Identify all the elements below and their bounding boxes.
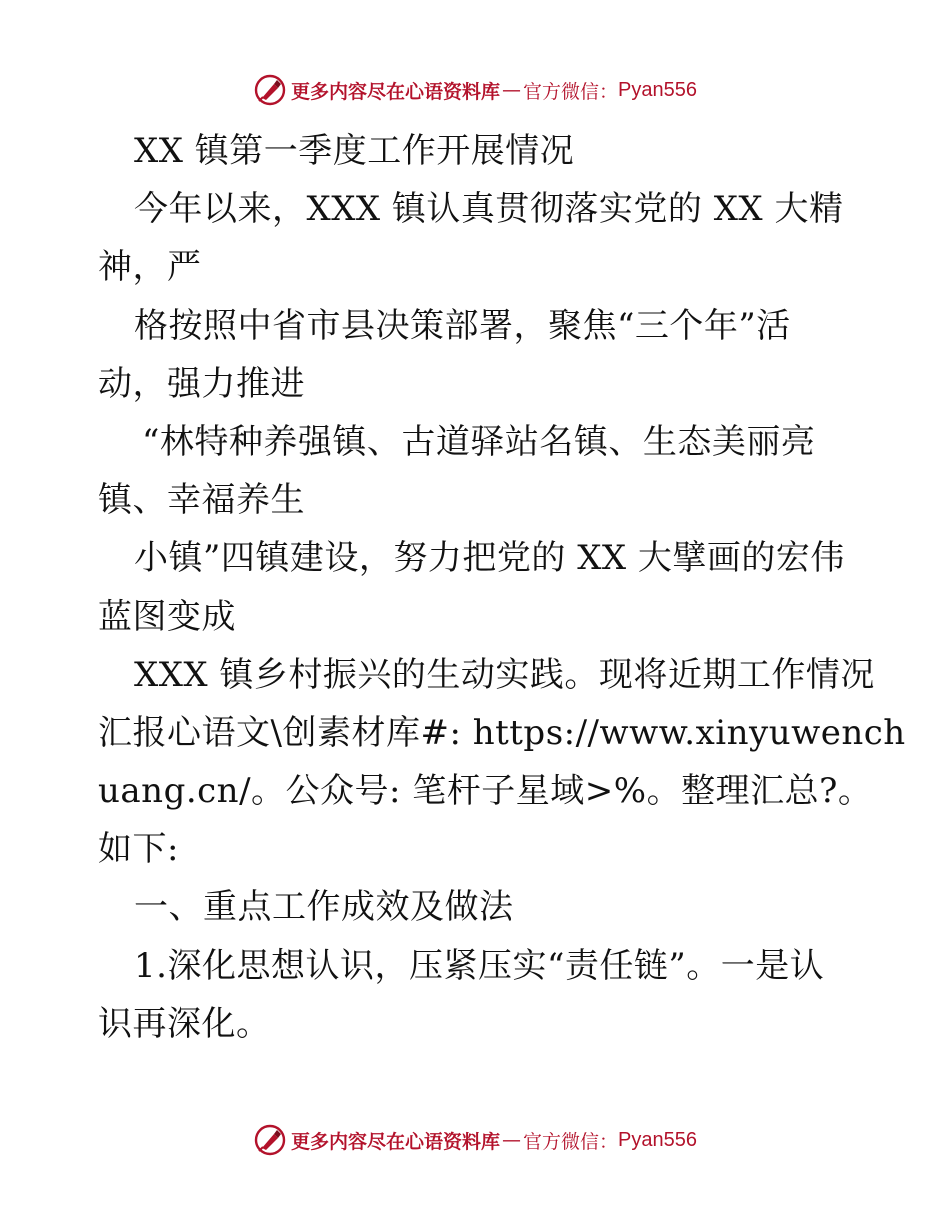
footer-watermark <box>0 1120 950 1160</box>
paragraph-line: 小镇”四镇建设，努力把党的 XX 大擘画的宏伟 <box>134 538 845 579</box>
watermark-dash: — <box>502 79 522 101</box>
paragraph-line: 蓝图变成 <box>98 596 236 637</box>
paragraph-line: 格按照中省市县决策部署，聚焦“三个年”活 <box>134 305 791 346</box>
pen-logo-icon <box>253 73 287 107</box>
paragraph-line: 1.深化思想认识，压紧压实“责任链”。一是认 <box>134 945 825 986</box>
paragraph-line: “林特种养强镇、古道驿站名镇、生态美丽亮 <box>142 421 816 462</box>
watermark-wechat-id: Pyan556 <box>618 78 697 101</box>
paragraph-line: 汇报心语文\创素材库#: https://www.xinyuwench <box>98 712 906 753</box>
watermark-wechat-id: Pyan556 <box>618 1128 697 1151</box>
document-title: XX 镇第一季度工作开展情况 <box>134 131 575 171</box>
watermark-wechat-label: 官方微信： <box>523 80 619 103</box>
paragraph-line: 动，强力推进 <box>98 363 305 404</box>
paragraph-line: 今年以来，XXX 镇认真贯彻落实党的 XX 大精 <box>134 189 844 230</box>
paragraph-line: 神，严 <box>98 247 202 288</box>
document-body <box>98 122 906 1053</box>
header-watermark <box>0 70 950 110</box>
pen-logo-icon <box>253 1123 287 1157</box>
watermark-brand-text: 更多内容尽在心语资料库 <box>291 1130 501 1153</box>
paragraph-line: 镇、幸福养生 <box>98 480 305 521</box>
paragraph-line: 识再深化。 <box>98 1003 271 1044</box>
watermark-dash: — <box>502 1129 522 1151</box>
paragraph-line: 如下: <box>98 829 179 870</box>
watermark-inner <box>253 73 697 107</box>
paragraph-line: XXX 镇乡村振兴的生动实践。现将近期工作情况 <box>134 654 875 695</box>
section-heading: 一、重点工作成效及做法 <box>134 887 514 928</box>
paragraph-line: uang.cn/。公众号: 笔杆子星域>%。整理汇总?。 <box>98 771 873 812</box>
watermark-inner <box>253 1123 697 1157</box>
watermark-brand-text: 更多内容尽在心语资料库 <box>291 80 501 103</box>
watermark-wechat-label: 官方微信： <box>523 1130 619 1153</box>
